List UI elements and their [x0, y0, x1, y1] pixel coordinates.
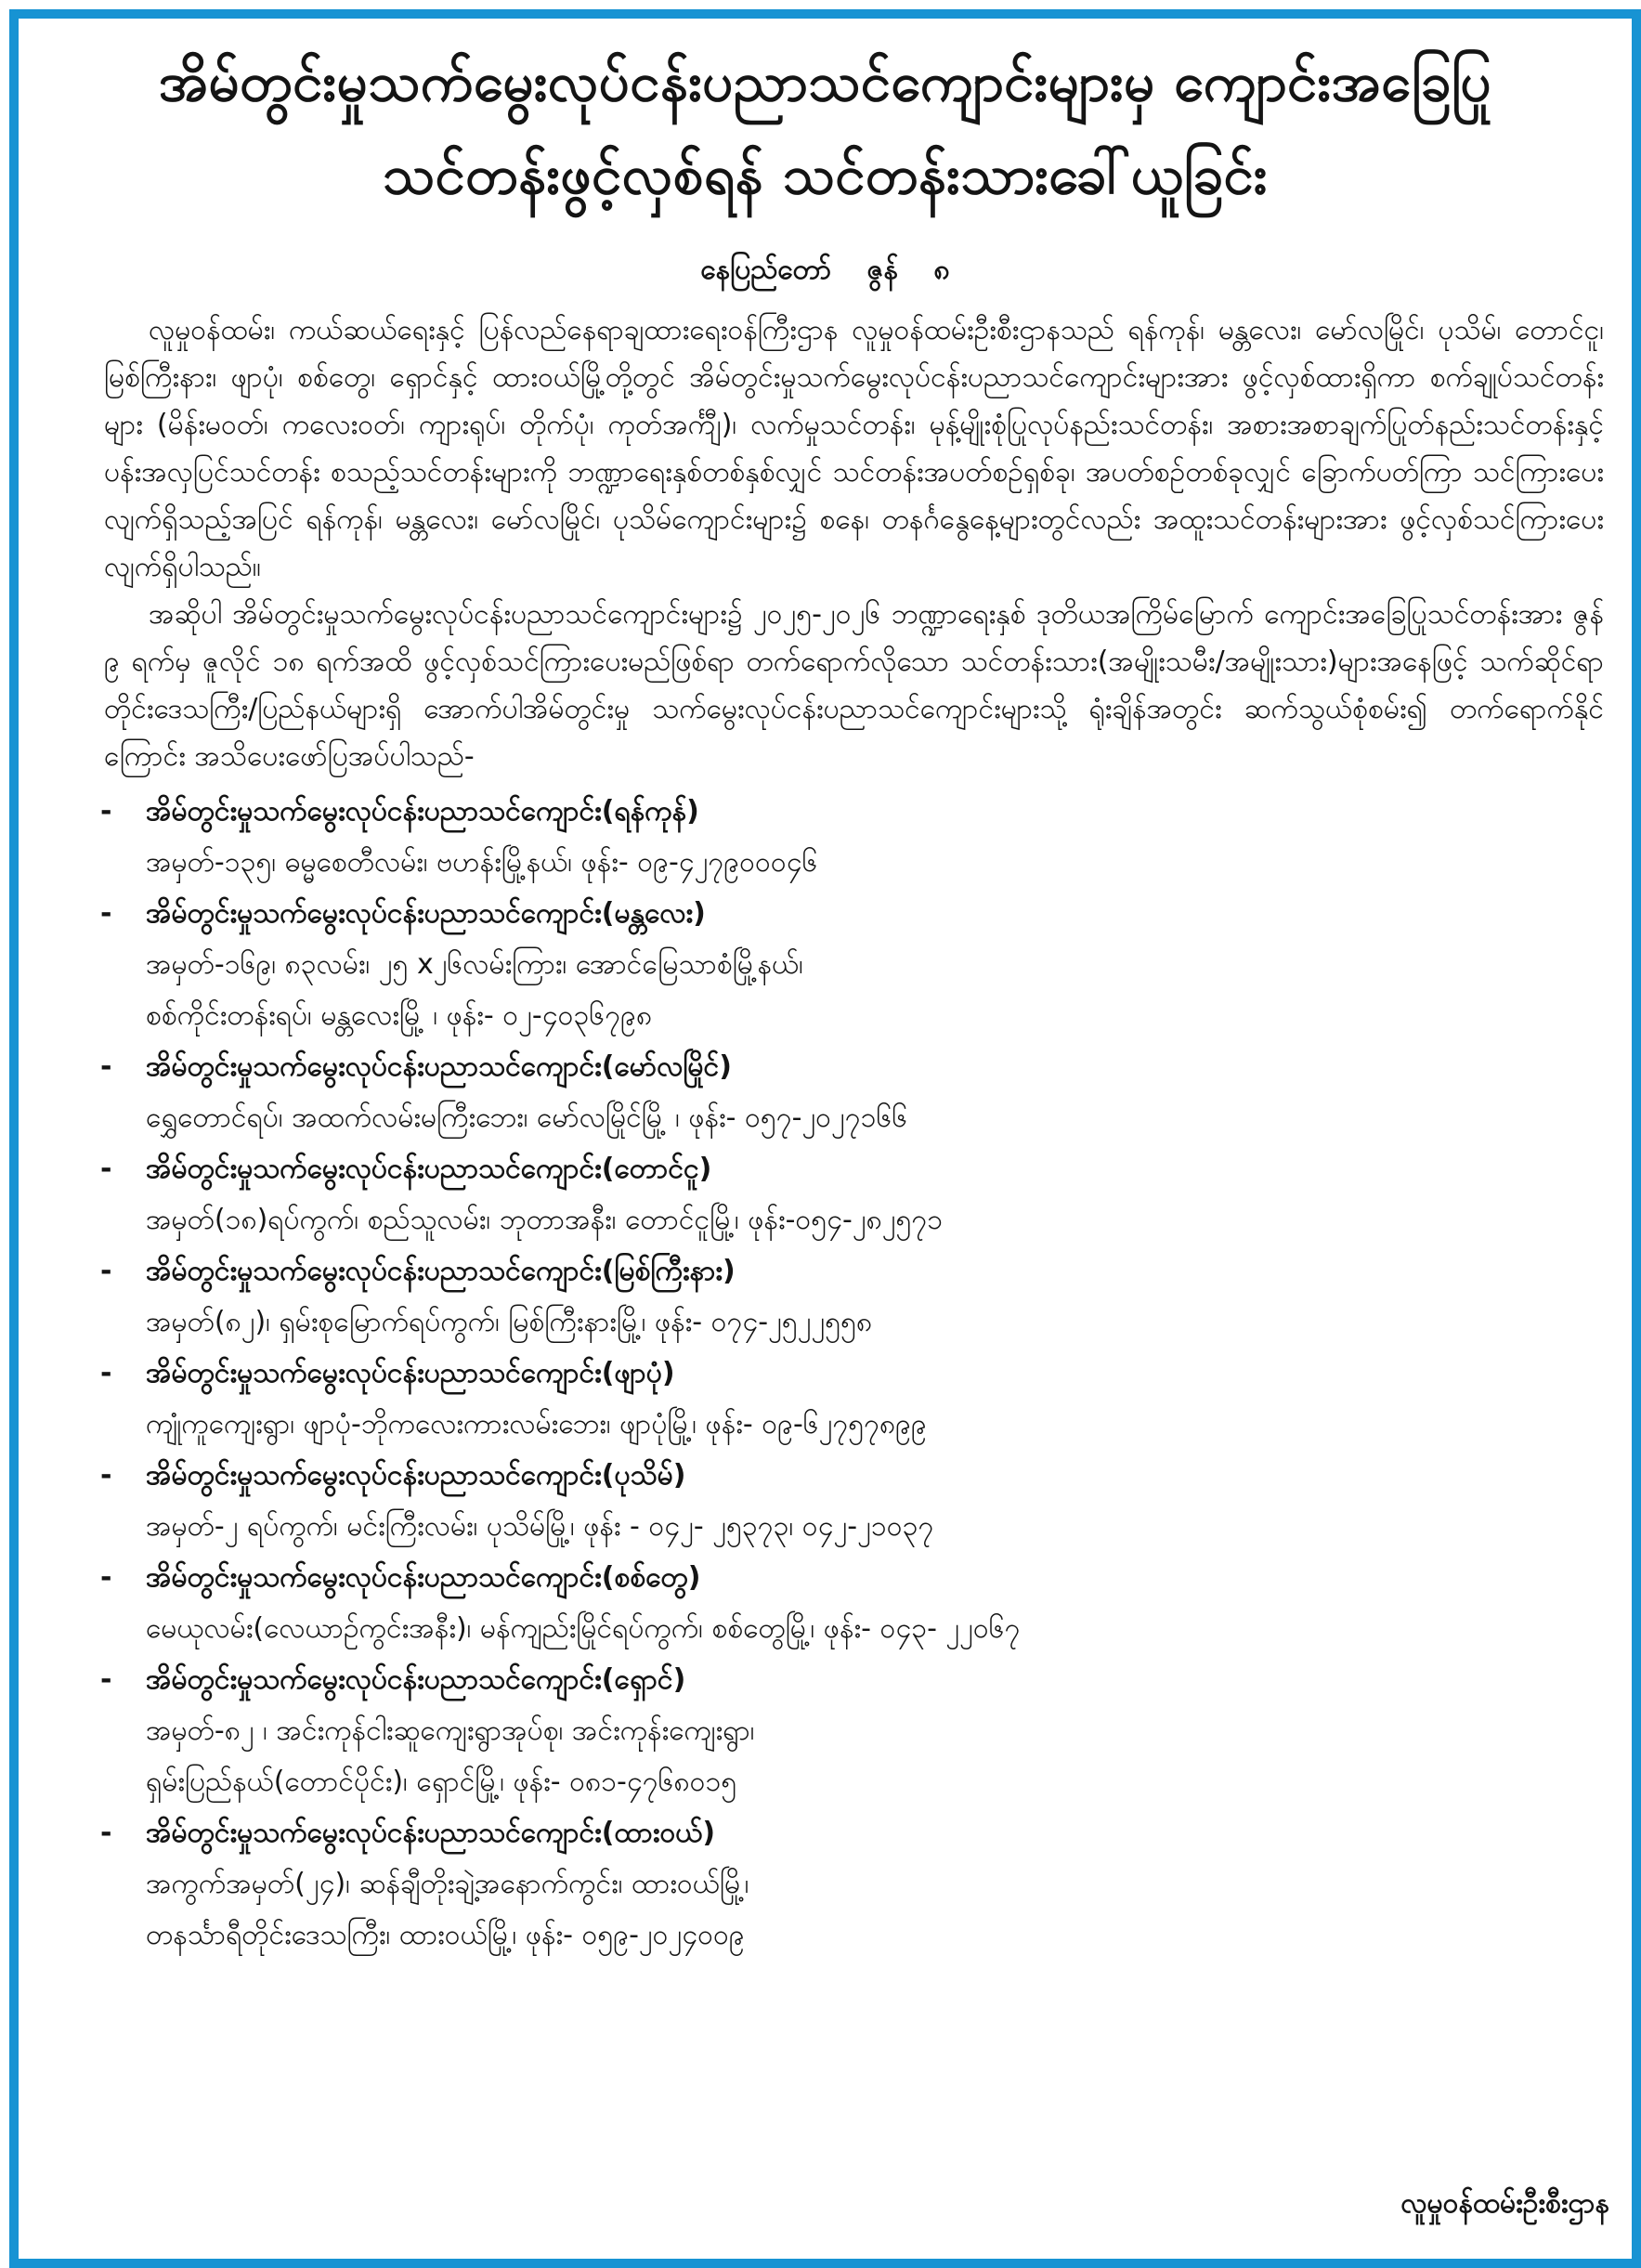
list-dash-icon: -: [100, 1357, 112, 1389]
school-address-line: အမှတ်-၂ ရပ်ကွက်၊ မင်းကြီးလမ်း၊ ပုသိမ်မြို့၊ ဖုန်း - ၀၄၂- ၂၅၃၇၃၊ ၀၄၂-၂၁၀၃၇: [146, 1510, 934, 1543]
list-dash-icon: -: [100, 1459, 112, 1492]
school-entry: [100, 1450, 1604, 1552]
school-name: အိမ်တွင်းမှုသက်မွေးလုပ်ငန်းပညာသင်ကျောင်း(ထားဝယ်): [146, 1817, 716, 1849]
school-address-line: အမှတ်-၁၃၅၊ ဓမ္မစေတီလမ်း၊ ဗဟန်းမြို့နယ်၊ ဖုန်း- ၀၉-၄၂၇၉၀၀၀၄၆: [146, 846, 818, 879]
school-entry: [100, 1041, 1604, 1143]
signature-department: လူမှုဝန်ထမ်းဦးစီးဌာန: [1400, 2187, 1609, 2220]
school-address-line: အမှတ်-၁၆၉၊ ၈၃လမ်း၊ ၂၅ x၂၆လမ်းကြား၊ အောင်မြေသာစံမြို့နယ်၊: [146, 948, 803, 981]
school-name: အိမ်တွင်းမှုသက်မွေးလုပ်ငန်းပညာသင်ကျောင်း(မန္တလေး): [146, 897, 706, 930]
paragraph-announcement: အဆိုပါ အိမ်တွင်းမှုသက်မွေးလုပ်ငန်းပညာသင်ကျောင်းများ၌ ၂၀၂၅-၂၀၂၆ ဘဏ္ဍာရေးနှစ် ဒုတိယအကြိမ်မြောက် ကျောင်းအခြေပြုသင်တန်းအား ဇွန် ၉ ရက်မှ ဇူလိုင် ၁၈ ရက်အထိ ဖွင့်လှစ်သင်ကြားပေးမည်ဖြစ်ရာ တက်ရောက်လိုသော သင်တန်းသား(အမျိုးသမီး/အမျိုးသား)များအနေဖြင့် သက်ဆိုင်ရာ တိုင်းဒေသကြီး/ပြည်နယ်များရှိ အောက်ပါအိမ်တွင်းမှု သက်မွေးလုပ်ငန်းပညာသင်ကျောင်းများသို့ ရုံးချိန်အတွင်း ဆက်သွယ်စုံစမ်း၍ တက်ရောက်နိုင်ကြောင်း အသိပေးဖော်ပြအပ်ပါသည်-: [104, 598, 1604, 773]
list-dash-icon: -: [100, 1663, 112, 1696]
school-address-line: အမှတ်-၈၂ ၊ အင်းကုန်ငါးဆူကျေးရွာအုပ်စု၊ အင်းကုန်းကျေးရွာ၊: [146, 1714, 755, 1747]
school-address-line: ရွှေတောင်ရပ်၊ အထက်လမ်းမကြီးဘေး၊ မော်လမြိုင်မြို့ ၊ ဖုန်း- ၀၅၇-၂၀၂၇၁၆၆: [146, 1101, 908, 1134]
paragraph-intro: လူမှုဝန်ထမ်း၊ ကယ်ဆယ်ရေးနှင့် ပြန်လည်နေရာချထားရေးဝန်ကြီးဌာန လူမှုဝန်ထမ်းဦးစီးဌာနသည် ရန်ကုန်၊ မန္တလေး၊ မော်လမြိုင်၊ ပုသိမ်၊ တောင်ငူ၊ မြစ်ကြီးနား၊ ဖျာပုံ၊ စစ်တွေ၊ ရှောင်နှင့် ထားဝယ်မြို့တို့တွင် အိမ်တွင်းမှုသက်မွေးလုပ်ငန်းပညာသင်ကျောင်းများအား ဖွင့်လှစ်ထားရှိကာ စက်ချုပ်သင်တန်းများ (မိန်းမဝတ်၊ ကလေးဝတ်၊ ကျားရုပ်၊ တိုက်ပုံ၊ ကုတ်အင်္ကျီ)၊ လက်မှုသင်တန်း၊ မုန့်မျိုးစုံပြုလုပ်နည်းသင်တန်း၊ အစားအစာချက်ပြုတ်နည်းသင်တန်းနှင့် ပန်းအလှပြင်သင်တန်း စသည့်သင်တန်းများကို ဘဏ္ဍာရေးနှစ်တစ်နှစ်လျှင် သင်တန်းအပတ်စဉ်ရှစ်ခု၊ အပတ်စဉ်တစ်ခုလျှင် ခြောက်ပတ်ကြာ သင်ကြားပေးလျက်ရှိသည့်အပြင် ရန်ကုန်၊ မန္တလေး၊ မော်လမြိုင်၊ ပုသိမ်ကျောင်းများ၌ စနေ၊ တနင်္ဂနွေနေ့များတွင်လည်း အထူးသင်တန်းများအား ဖွင့်လှစ်သင်ကြားပေးလျက်ရှိပါသည်။: [104, 314, 1604, 583]
school-entry: [100, 1348, 1604, 1450]
school-address-line: ရှမ်းပြည်နယ်(တောင်ပိုင်း)၊ ရှောင်မြို့၊ ဖုန်း- ၀၈၁-၄၇၆၈၀၁၅: [146, 1766, 737, 1798]
list-dash-icon: -: [100, 1050, 112, 1083]
list-dash-icon: -: [100, 897, 112, 930]
school-address-line: ကျုံကူကျေးရွာ၊ ဖျာပုံ-ဘိုကလေးကားလမ်းဘေး၊ ဖျာပုံမြို့၊ ဖုန်း- ၀၉-၆၂၇၅၇၈၉၉: [146, 1408, 927, 1440]
school-name: အိမ်တွင်းမှုသက်မွေးလုပ်ငန်းပညာသင်ကျောင်း(မော်လမြိုင်): [146, 1050, 732, 1083]
school-name: အိမ်တွင်းမှုသက်မွေးလုပ်ငန်းပညာသင်ကျောင်း(ဖျာပုံ): [146, 1357, 675, 1389]
school-entry: [100, 1807, 1604, 1961]
school-name: အိမ်တွင်းမှုသက်မွေးလုပ်ငန်းပညာသင်ကျောင်း(ရန်ကုန်): [146, 795, 699, 828]
school-entry: [100, 1143, 1604, 1245]
school-address-line: အမှတ်(၁၈)ရပ်ကွက်၊ စည်သူလမ်း၊ ဘုတာအနီး၊ တောင်ငူမြို့၊ ဖုန်း-၀၅၄-၂၈၂၅၇၁: [146, 1204, 944, 1236]
list-dash-icon: -: [100, 1817, 112, 1849]
notice-body: [100, 306, 1604, 1961]
school-list: [100, 786, 1604, 1961]
school-entry: [100, 1654, 1604, 1807]
list-dash-icon: -: [100, 1153, 112, 1185]
list-dash-icon: -: [100, 1255, 112, 1287]
dateline: နေပြည်တော် ဇွန် ၈: [700, 254, 950, 286]
school-name: အိမ်တွင်းမှုသက်မွေးလုပ်ငန်းပညာသင်ကျောင်း(ပုသိမ်): [146, 1459, 686, 1492]
school-entry: [100, 888, 1604, 1041]
school-address-line: အကွက်အမှတ်(၂၄)၊ ဆန်ချီတိုးချဲ့အနောက်ကွင်း၊ ထားဝယ်မြို့၊: [146, 1868, 749, 1900]
school-address-line: မေယုလမ်း(လေယာဉ်ကွင်းအနီး)၊ မန်ကျည်းမြိုင်ရပ်ကွက်၊ စစ်တွေမြို့၊ ဖုန်း- ၀၄၃- ၂၂၀၆၇: [146, 1612, 1021, 1645]
notice-title-line-2: သင်တန်းဖွင့်လှစ်ရန် သင်တန်းသားခေါ်ယူခြင်း: [383, 143, 1268, 206]
school-entry: [100, 786, 1604, 888]
school-name: အိမ်တွင်းမှုသက်မွေးလုပ်ငန်းပညာသင်ကျောင်း(တောင်ငူ): [146, 1153, 712, 1185]
school-name: အိမ်တွင်းမှုသက်မွေးလုပ်ငန်းပညာသင်ကျောင်း(ရှောင်): [146, 1663, 686, 1696]
school-address-line: စစ်ကိုင်းတန်းရပ်၊ မန္တလေးမြို့ ၊ ဖုန်း- ၀၂-၄၀၃၆၇၉၈: [146, 999, 653, 1032]
list-dash-icon: -: [100, 795, 112, 828]
school-entry: [100, 1245, 1604, 1348]
school-name: အိမ်တွင်းမှုသက်မွေးလုပ်ငန်းပညာသင်ကျောင်း(မြစ်ကြီးနား): [146, 1255, 736, 1287]
school-address-line: အမှတ်(၈၂)၊ ရှမ်းစုမြောက်ရပ်ကွက်၊ မြစ်ကြီးနားမြို့၊ ဖုန်း- ၀၇၄-၂၅၂၂၅၅၈: [146, 1306, 873, 1338]
notice-title-line-1: အိမ်တွင်းမှုသက်မွေးလုပ်ငန်းပညာသင်ကျောင်းများမှ ကျောင်းအခြေပြု: [158, 50, 1492, 113]
list-dash-icon: -: [100, 1561, 112, 1594]
school-name: အိမ်တွင်းမှုသက်မွေးလုပ်ငန်းပညာသင်ကျောင်း(စစ်တွေ): [146, 1561, 701, 1594]
school-entry: [100, 1552, 1604, 1654]
school-address-line: တနင်္သာရီတိုင်းဒေသကြီး၊ ထားဝယ်မြို့၊ ဖုန်း- ၀၅၉-၂၀၂၄၀၀၉: [146, 1919, 745, 1951]
